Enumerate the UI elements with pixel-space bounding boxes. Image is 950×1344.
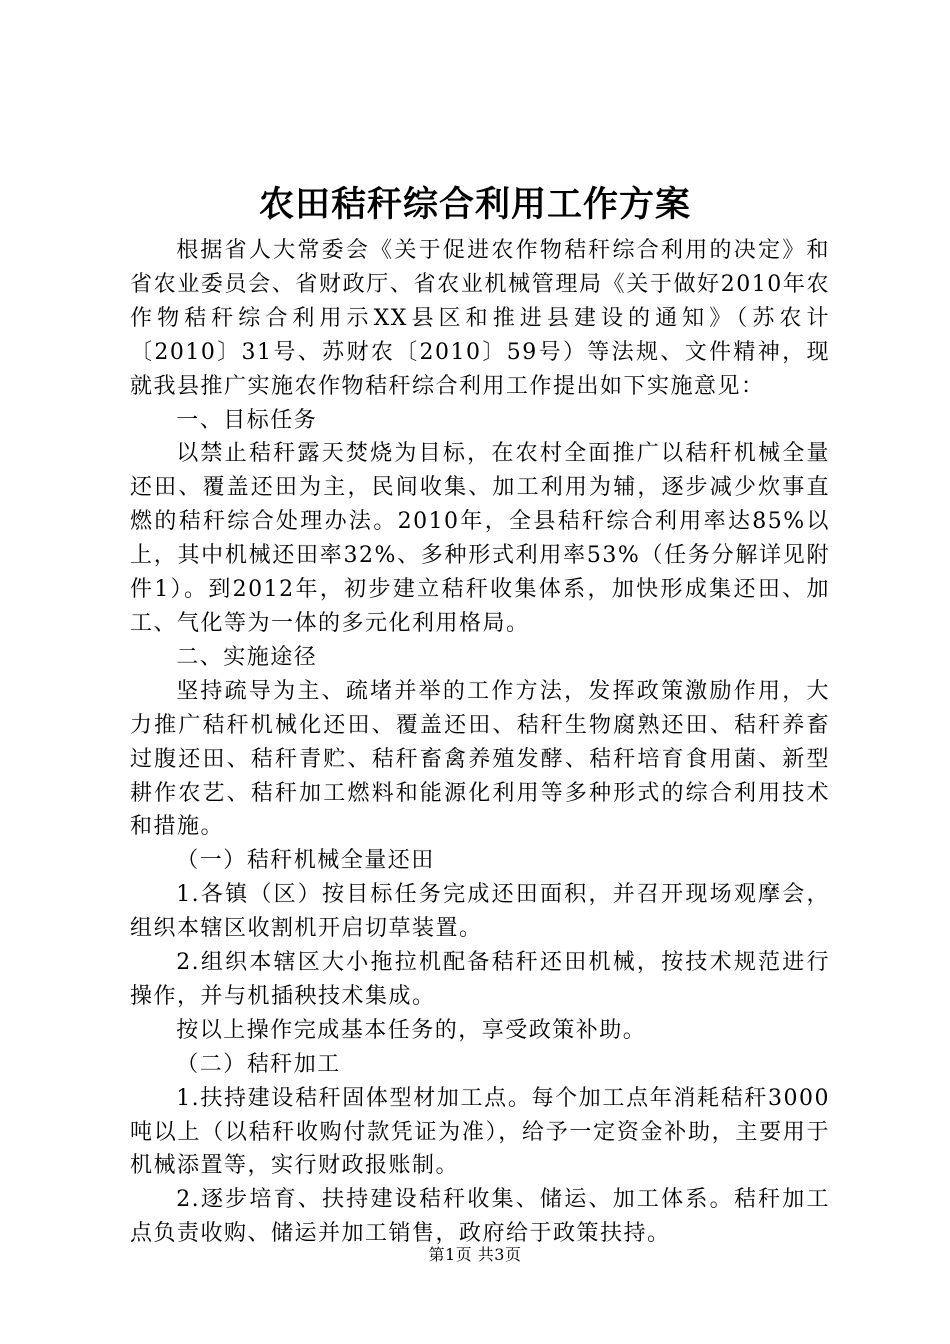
subsection-heading-processing: （二）秸秆加工	[176, 1051, 341, 1077]
mechanical-subsidy-note: 按以上操作完成基本任务的，享受政策补助。	[176, 1017, 647, 1043]
approach-paragraph: 坚持疏导为主、疏堵并举的工作方法，发挥政策激励作用，大力推广秸秆机械化还田、覆盖还田、秸秆生物腐熟还田、秸秆养畜过腹还田、秸秆青贮、秸秆畜禽养殖发酵、秸秆培育食用菌、新型耕作农艺、秸秆加工燃料和能源化利用等多种形式的综合利用技术和措施。	[130, 678, 830, 840]
page-footer: 第1页 共3页	[428, 1245, 522, 1264]
document-body	[130, 234, 830, 1251]
mechanical-item-1: 1.各镇（区）按目标任务完成还田面积，并召开现场观摩会，组织本辖区收割机开启切草装置。	[130, 882, 830, 942]
goals-paragraph: 以禁止秸秆露天焚烧为目标，在农村全面推广以秸秆机械全量还田、覆盖还田为主，民间收集、加工利用为辅，逐步减少炊事直燃的秸秆综合处理办法。2010年，全县秸秆综合利用率达85%以上，其中机械还田率32%、多种形式利用率53%（任务分解详见附件1）。到2012年，初步建立秸秆收集体系，加快形成集还田、加工、气化等为一体的多元化利用格局。	[130, 441, 830, 636]
section-heading-approach: 二、实施途径	[176, 644, 318, 670]
intro-paragraph: 根据省人大常委会《关于促进农作物秸秆综合利用的决定》和省农业委员会、省财政厅、省农业机械管理局《关于做好2010年农作物秸秆综合利用示XX县区和推进县建设的通知》（苏农计〔2010〕31号、苏财农〔2010〕59号）等法规、文件精神，现就我县推广实施农作物秸秆综合利用工作提出如下实施意见：	[130, 238, 830, 399]
processing-item-1: 1.扶持建设秸秆固体型材加工点。每个加工点年消耗秸秆3000吨以上（以秸秆收购付款凭证为准），给予一定资金补助，主要用于机械添置等，实行财政报账制。	[130, 1085, 830, 1179]
document-title: 农田秸秆综合利用工作方案	[258, 184, 691, 225]
mechanical-item-2: 2.组织本辖区大小拖拉机配备秸秆还田机械，按技术规范进行操作，并与机插秧技术集成。	[130, 950, 830, 1009]
processing-item-2: 2.逐步培育、扶持建设秸秆收集、储运、加工体系。秸秆加工点负责收购、储运并加工销售，政府给于政策扶持。	[130, 1187, 830, 1247]
subsection-heading-mechanical: （一）秸秆机械全量还田	[176, 848, 435, 874]
section-heading-goals: 一、目标任务	[176, 407, 318, 433]
